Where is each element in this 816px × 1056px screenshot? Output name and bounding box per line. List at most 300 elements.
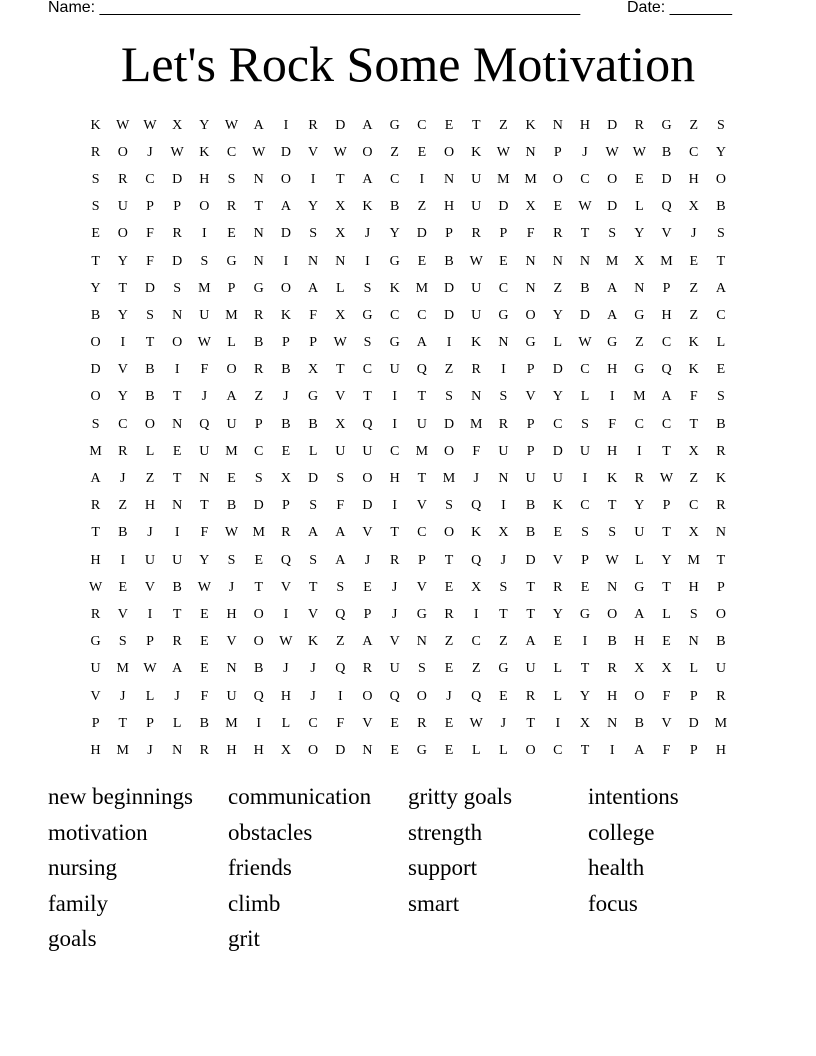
grid-letter: E [635, 171, 644, 187]
grid-letter: L [172, 715, 182, 731]
grid-letter: N [552, 117, 563, 133]
grid-letter: D [443, 280, 455, 296]
grid-letter: I [555, 715, 561, 731]
grid-letter: T [526, 606, 535, 622]
grid-letter: D [443, 307, 455, 323]
grid-letter: B [716, 634, 726, 650]
grid-letter: Y [715, 144, 726, 160]
grid-letter: A [362, 117, 373, 133]
grid-letter: Y [661, 552, 672, 568]
grid-letter: O [362, 688, 373, 704]
grid-letter: D [335, 117, 346, 133]
grid-letter: T [689, 416, 698, 432]
grid-letter: X [335, 199, 346, 215]
grid-letter: L [471, 742, 481, 758]
grid-letter: G [525, 335, 536, 351]
grid-letter: D [552, 362, 563, 378]
grid-letter: O [199, 199, 210, 215]
grid-letter: T [526, 579, 535, 595]
grid-letter: N [525, 280, 536, 296]
grid-letter: G [579, 606, 591, 622]
grid-letter: P [689, 742, 698, 758]
grid-letter: D [144, 280, 156, 296]
grid-letter: C [661, 416, 672, 432]
grid-letter: V [362, 525, 373, 541]
grid-letter: B [389, 199, 400, 215]
grid-letter: I [609, 742, 615, 758]
grid-letter: E [662, 634, 671, 650]
grid-letter: A [253, 117, 264, 133]
grid-letter: Z [471, 661, 481, 677]
grid-letter: P [282, 335, 290, 351]
grid-letter: U [199, 443, 210, 459]
grid-letter: N [498, 471, 509, 487]
grid-letter: J [446, 688, 452, 704]
grid-letter: U [579, 443, 591, 459]
grid-letter: B [607, 634, 617, 650]
grid-letter: F [146, 253, 154, 269]
grid-letter: N [552, 253, 563, 269]
grid-letter: F [608, 416, 617, 432]
grid-letter: T [308, 579, 318, 595]
grid-letter: K [525, 117, 536, 133]
grid-letter: W [224, 525, 239, 541]
grid-letter: T [172, 606, 182, 622]
grid-letter: O [280, 171, 291, 187]
grid-letter: E [444, 715, 454, 731]
grid-letter: S [91, 199, 100, 215]
grid-letter: R [417, 715, 427, 731]
grid-letter: Z [499, 117, 508, 133]
grid-letter: M [469, 416, 483, 432]
grid-letter: B [254, 335, 264, 351]
grid-letter: O [607, 606, 618, 622]
grid-letter: U [634, 525, 645, 541]
grid-letter: T [580, 226, 590, 242]
grid-letter: K [90, 117, 101, 133]
grid-letter: U [498, 443, 509, 459]
grid-letter: I [310, 171, 316, 187]
grid-letter: G [498, 661, 509, 677]
word-list-item: family [48, 890, 109, 916]
grid-letter: U [471, 199, 482, 215]
grid-letter: G [362, 307, 373, 323]
grid-letter: J [228, 579, 235, 595]
grid-letter: C [580, 362, 590, 378]
grid-letter: T [172, 389, 182, 405]
grid-letter: N [172, 498, 183, 514]
grid-letter: M [116, 661, 129, 677]
grid-letter: F [200, 362, 209, 378]
grid-letter: R [226, 199, 237, 215]
word-list-item: new beginnings [48, 784, 194, 809]
grid-letter: W [469, 253, 483, 269]
grid-letter: D [172, 253, 183, 269]
grid-letter: T [471, 117, 481, 133]
grid-letter: X [525, 199, 536, 215]
grid-letter: W [578, 199, 592, 215]
grid-letter: G [389, 117, 400, 133]
grid-letter: I [582, 634, 588, 650]
grid-letter: O [634, 688, 645, 704]
word-list-item: health [588, 855, 645, 881]
grid-letter: P [282, 498, 290, 514]
grid-letter: N [253, 171, 264, 187]
grid-letter: G [634, 362, 645, 378]
grid-letter: J [147, 525, 153, 541]
grid-letter: U [525, 661, 536, 677]
grid-letter: X [688, 525, 699, 541]
grid-letter: B [444, 253, 454, 269]
grid-letter: N [253, 226, 264, 242]
grid-letter: E [390, 715, 399, 731]
grid-letter: S [581, 525, 589, 541]
grid-letter: I [337, 688, 343, 704]
grid-letter: N [525, 253, 536, 269]
grid-letter: W [496, 144, 511, 160]
grid-letter: U [471, 280, 482, 296]
word-list-item: strength [408, 819, 483, 845]
grid-letter: J [310, 688, 316, 704]
grid-letter: O [280, 280, 291, 296]
grid-letter: T [526, 715, 535, 731]
grid-letter: D [335, 742, 346, 758]
grid-letter: S [445, 498, 453, 514]
grid-letter: C [689, 498, 699, 514]
grid-letter: E [390, 742, 399, 758]
grid-letter: C [389, 171, 400, 187]
grid-letter: D [308, 471, 319, 487]
grid-letter: S [173, 280, 182, 296]
grid-letter: V [308, 144, 319, 160]
grid-letter: B [308, 416, 318, 432]
grid-letter: A [280, 199, 291, 215]
grid-letter: I [446, 335, 452, 351]
grid-letter: M [524, 171, 537, 187]
grid-letter: P [526, 443, 535, 459]
grid-letter: W [197, 579, 211, 595]
grid-letter: U [199, 307, 210, 323]
grid-letter: I [637, 443, 642, 459]
grid-letter: E [499, 253, 508, 269]
grid-letter: L [635, 199, 644, 215]
word-list-item: motivation [48, 819, 148, 845]
grid-letter: E [553, 199, 563, 215]
grid-letter: C [580, 498, 590, 514]
grid-letter: A [335, 525, 346, 541]
grid-letter: H [226, 742, 237, 758]
grid-letter: K [471, 144, 482, 160]
grid-letter: H [226, 606, 237, 622]
grid-letter: S [363, 280, 372, 296]
grid-letter: O [117, 144, 128, 160]
grid-letter: W [252, 144, 266, 160]
grid-letter: T [91, 253, 100, 269]
grid-letter: I [174, 362, 180, 378]
grid-letter: J [120, 688, 126, 704]
grid-letter: P [526, 362, 535, 378]
grid-letter: N [172, 416, 183, 432]
grid-letter: J [147, 742, 153, 758]
name-field-label: Name: ______________________________________________________ [48, 0, 581, 16]
grid-letter: I [419, 171, 425, 187]
grid-letter: Z [417, 199, 427, 215]
grid-letter: B [634, 715, 645, 731]
grid-letter: N [525, 144, 536, 160]
grid-letter: S [717, 226, 725, 242]
grid-letter: S [417, 661, 426, 677]
grid-letter: Q [471, 552, 482, 568]
grid-letter: Z [118, 498, 128, 514]
grid-letter: K [199, 144, 210, 160]
grid-letter: V [144, 579, 156, 595]
grid-letter: H [607, 688, 618, 704]
word-list-item: gritty goals [408, 784, 513, 809]
grid-letter: D [280, 144, 291, 160]
grid-letter: O [607, 171, 618, 187]
grid-letter: R [716, 443, 726, 459]
grid-letter: Y [552, 307, 563, 323]
grid-letter: V [90, 688, 101, 704]
grid-letter: R [199, 742, 210, 758]
grid-letter: J [473, 471, 479, 487]
word-list-item: climb [228, 890, 281, 916]
grid-letter: U [226, 416, 237, 432]
grid-letter: Q [335, 661, 346, 677]
grid-letter: X [280, 742, 291, 758]
grid-letter: T [200, 498, 209, 514]
grid-letter: B [281, 416, 291, 432]
grid-letter: D [90, 362, 101, 378]
grid-letter: O [90, 335, 101, 351]
grid-letter: Y [389, 226, 400, 242]
grid-letter: B [90, 307, 101, 323]
grid-letter: Z [689, 280, 698, 296]
grid-letter: C [308, 715, 318, 731]
grid-letter: I [392, 389, 397, 405]
grid-letter: O [715, 171, 726, 187]
grid-letter: E [716, 362, 726, 378]
grid-letter: K [308, 634, 319, 650]
grid-letter: D [280, 226, 291, 242]
grid-letter: W [632, 144, 646, 160]
grid-letter: S [363, 335, 372, 351]
grid-letter: H [715, 742, 726, 758]
grid-letter: B [226, 498, 237, 514]
grid-letter: A [607, 307, 618, 323]
grid-letter: B [580, 280, 590, 296]
grid-letter: F [689, 389, 698, 405]
grid-letter: R [254, 362, 264, 378]
grid-letter: A [335, 552, 346, 568]
grid-letter: S [717, 389, 725, 405]
grid-letter: D [525, 552, 536, 568]
grid-letter: O [226, 362, 237, 378]
grid-letter: K [552, 498, 563, 514]
grid-letter: T [145, 335, 155, 351]
grid-letter: T [336, 171, 345, 187]
grid-letter: P [499, 226, 508, 242]
grid-letter: E [444, 579, 454, 595]
grid-letter: D [579, 307, 591, 323]
grid-letter: U [389, 661, 400, 677]
grid-letter: K [280, 307, 291, 323]
grid-letter: Z [390, 144, 399, 160]
grid-letter: M [660, 253, 673, 269]
grid-letter: R [471, 226, 481, 242]
grid-letter: I [256, 715, 262, 731]
grid-letter: B [199, 715, 210, 731]
grid-letter: W [143, 661, 157, 677]
grid-letter: J [310, 661, 316, 677]
grid-letter: V [416, 579, 427, 595]
grid-letter: W [659, 471, 674, 487]
grid-letter: J [283, 389, 289, 405]
grid-letter: V [661, 715, 672, 731]
grid-letter: F [336, 715, 345, 731]
grid-letter: Z [689, 471, 698, 487]
grid-letter: O [443, 525, 455, 541]
grid-letter: T [118, 715, 128, 731]
grid-letter: O [362, 144, 373, 160]
grid-letter: I [365, 253, 370, 269]
grid-letter: U [362, 443, 373, 459]
grid-letter: R [281, 525, 291, 541]
grid-letter: H [634, 634, 645, 650]
grid-letter: D [443, 416, 455, 432]
grid-letter: F [146, 226, 154, 242]
grid-letter: S [227, 171, 236, 187]
grid-letter: S [91, 171, 100, 187]
grid-letter: H [199, 171, 210, 187]
word-list-item: communication [228, 784, 372, 809]
grid-letter: N [688, 634, 699, 650]
grid-letter: X [579, 715, 591, 731]
grid-letter: P [146, 634, 154, 650]
grid-letter: V [416, 498, 427, 514]
grid-letter: J [582, 144, 588, 160]
grid-letter: F [662, 688, 671, 704]
grid-letter: Q [661, 362, 672, 378]
grid-letter: Q [661, 199, 672, 215]
grid-letter: N [172, 742, 183, 758]
date-field-label: Date: _______ [627, 0, 732, 16]
grid-letter: B [716, 416, 726, 432]
grid-letter: L [227, 335, 236, 351]
grid-letter: P [526, 416, 535, 432]
word-list-item: nursing [48, 855, 117, 881]
grid-letter: P [146, 199, 154, 215]
grid-letter: L [499, 742, 508, 758]
grid-letter: J [364, 226, 371, 242]
grid-letter: V [525, 389, 536, 405]
grid-letter: Z [689, 117, 698, 133]
grid-letter: Y [199, 552, 210, 568]
grid-letter: U [525, 471, 536, 487]
grid-letter: Z [553, 280, 563, 296]
grid-letter: L [553, 688, 563, 704]
grid-letter: O [715, 606, 726, 622]
grid-letter: D [661, 171, 672, 187]
grid-letter: B [145, 362, 155, 378]
grid-letter: N [308, 253, 319, 269]
grid-letter: B [172, 579, 182, 595]
grid-letter: S [309, 226, 317, 242]
grid-letter: G [634, 307, 645, 323]
grid-letter: M [687, 552, 700, 568]
grid-letter: E [689, 253, 698, 269]
grid-letter: M [415, 280, 429, 296]
grid-letter: K [362, 199, 373, 215]
grid-letter: R [90, 498, 101, 514]
grid-letter: C [553, 742, 563, 758]
grid-letter: E [227, 226, 236, 242]
grid-letter: S [227, 552, 236, 568]
grid-letter: O [117, 226, 128, 242]
grid-letter: Q [416, 362, 427, 378]
word-list-item: friends [228, 855, 292, 881]
grid-letter: W [469, 715, 483, 731]
grid-letter: Z [145, 471, 155, 487]
grid-letter: O [144, 416, 156, 432]
grid-letter: M [497, 171, 510, 187]
grid-letter: N [579, 253, 591, 269]
grid-letter: B [118, 525, 128, 541]
grid-letter: H [90, 552, 101, 568]
grid-letter: S [717, 117, 725, 133]
grid-letter: M [225, 443, 238, 459]
grid-letter: N [416, 634, 427, 650]
grid-letter: X [172, 117, 183, 133]
grid-letter: R [118, 443, 128, 459]
grid-letter: X [335, 226, 346, 242]
grid-letter: H [661, 307, 672, 323]
word-list [48, 779, 768, 957]
grid-letter: S [336, 579, 345, 595]
grid-letter: N [498, 335, 509, 351]
grid-letter: V [117, 606, 128, 622]
grid-letter: D [607, 117, 618, 133]
grid-letter: O [443, 144, 455, 160]
grid-letter: R [634, 117, 645, 133]
grid-letter: S [608, 525, 617, 541]
grid-letter: F [200, 525, 209, 541]
grid-letter: T [118, 280, 128, 296]
grid-letter: M [633, 389, 646, 405]
grid-letter: C [254, 443, 264, 459]
grid-letter: D [552, 443, 563, 459]
grid-letter: E [363, 579, 372, 595]
grid-letter: U [172, 552, 183, 568]
grid-letter: W [224, 117, 239, 133]
grid-letter: N [253, 253, 264, 269]
grid-letter: I [473, 606, 479, 622]
grid-letter: E [200, 634, 209, 650]
grid-letter: N [607, 579, 618, 595]
grid-letter: A [308, 525, 319, 541]
grid-letter: K [688, 335, 699, 351]
grid-letter: J [174, 688, 180, 704]
grid-letter: E [118, 579, 128, 595]
grid-letter: Y [634, 498, 645, 514]
grid-letter: G [226, 253, 237, 269]
word-list-item: grit [228, 926, 260, 952]
grid-letter: T [417, 471, 427, 487]
grid-letter: T [254, 199, 263, 215]
grid-letter: H [688, 579, 699, 595]
grid-letter: P [417, 552, 426, 568]
grid-letter: N [634, 280, 645, 296]
